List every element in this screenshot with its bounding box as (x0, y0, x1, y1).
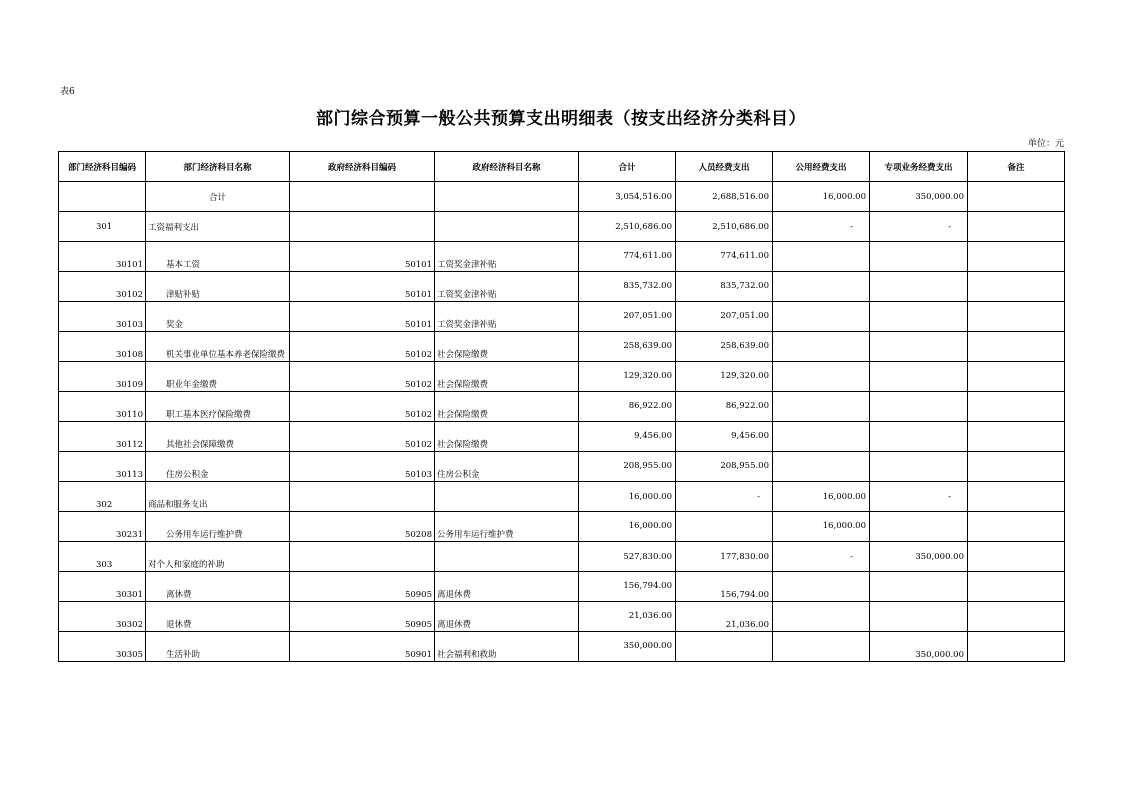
dept-code: 30112 (115, 440, 143, 450)
cell-special (870, 512, 968, 542)
cell-personnel (676, 362, 773, 392)
cell-personnel (676, 392, 773, 422)
header-row (59, 152, 1065, 182)
cell-dept-name (146, 542, 290, 572)
item-row (59, 602, 1065, 632)
cell-remarks (968, 392, 1065, 422)
gov-name: 公务用车运行维护费 (437, 530, 514, 540)
cell-gov-code (290, 632, 435, 662)
amount-special: - (948, 491, 951, 502)
gov-code: 50905 (404, 590, 432, 600)
header-gov-code: 政府经济科目编码 (290, 152, 435, 182)
amount-personnel: 2,510,686.00 (712, 221, 769, 232)
cell-remarks (968, 272, 1065, 302)
amount-personnel: 129,320.00 (720, 371, 769, 381)
table-header (59, 152, 1065, 182)
cell-public (773, 212, 870, 242)
cell-dept-code (59, 332, 146, 362)
cell-public (773, 572, 870, 602)
amount-total: 9,456.00 (634, 431, 672, 441)
cell-public (773, 362, 870, 392)
cell-special (870, 242, 968, 272)
cell-gov-code (290, 332, 435, 362)
total-row (59, 182, 1065, 212)
cell-gov-name (435, 422, 579, 452)
cell-dept-name (146, 452, 290, 482)
cell-dept-name (146, 272, 290, 302)
cell-gov-name (435, 482, 579, 512)
cell-dept-code (59, 632, 146, 662)
total-amount: 3,054,516.00 (615, 191, 672, 202)
amount-total: 21,036.00 (628, 611, 672, 621)
cell-dept-name (146, 422, 290, 452)
cell-personnel (676, 182, 773, 212)
cell-remarks (968, 482, 1065, 512)
cell-total (579, 212, 676, 242)
cell-dept-code (59, 572, 146, 602)
amount-personnel: 177,830.00 (720, 551, 769, 562)
header-total: 合计 (579, 152, 676, 182)
gov-code: 50102 (404, 380, 432, 390)
cell-total (579, 572, 676, 602)
dept-code: 303 (96, 560, 113, 570)
gov-code: 50901 (404, 650, 432, 660)
amount-personnel: - (757, 491, 760, 502)
gov-code: 50103 (404, 470, 432, 480)
amount-total: 527,830.00 (623, 551, 672, 562)
cell-special (870, 422, 968, 452)
item-row (59, 422, 1065, 452)
cell-remarks (968, 422, 1065, 452)
dept-code: 302 (96, 500, 113, 510)
dept-code: 30113 (115, 470, 143, 480)
cell-gov-code (290, 602, 435, 632)
gov-code: 50102 (404, 440, 432, 450)
cell-gov-name (435, 512, 579, 542)
cell-total (579, 272, 676, 302)
total-personnel: 2,688,516.00 (712, 191, 769, 202)
cell-gov-code (290, 242, 435, 272)
amount-public: 16,000.00 (822, 521, 866, 531)
amount-total: 16,000.00 (628, 491, 672, 502)
cell-gov-name (435, 362, 579, 392)
cell-total (579, 482, 676, 512)
cell-dept-name (146, 482, 290, 512)
cell-dept-name (146, 392, 290, 422)
dept-code: 30110 (115, 410, 143, 420)
table-number: 表6 (60, 87, 75, 97)
amount-total: 129,320.00 (623, 371, 672, 381)
category-row (59, 482, 1065, 512)
cell-personnel (676, 302, 773, 332)
cell-gov-name (435, 392, 579, 422)
dept-code: 30108 (115, 350, 143, 360)
cell-dept-name (146, 602, 290, 632)
amount-total: 835,732.00 (623, 281, 672, 291)
gov-name: 工资奖金津补贴 (437, 320, 497, 330)
amount-total: 350,000.00 (623, 641, 672, 651)
dept-name: 商品和服务支出 (148, 500, 208, 510)
cell-remarks (968, 542, 1065, 572)
cell-dept-code (59, 452, 146, 482)
cell-gov-name (435, 602, 579, 632)
cell-public (773, 392, 870, 422)
cell-gov-code (290, 452, 435, 482)
dept-code: 30109 (115, 380, 143, 390)
cell-gov-name (435, 182, 579, 212)
cell-dept-code (59, 422, 146, 452)
total-special: 350,000.00 (915, 191, 964, 202)
item-row (59, 512, 1065, 542)
cell-special (870, 542, 968, 572)
cell-total (579, 362, 676, 392)
dept-name: 退休费 (166, 620, 192, 630)
cell-remarks (968, 332, 1065, 362)
cell-dept-name (146, 302, 290, 332)
cell-remarks (968, 302, 1065, 332)
dept-code: 30302 (115, 620, 143, 630)
dept-name: 工资福利支出 (148, 222, 200, 233)
cell-remarks (968, 512, 1065, 542)
cell-dept-code (59, 512, 146, 542)
cell-dept-code (59, 482, 146, 512)
gov-name: 工资奖金津补贴 (437, 290, 497, 300)
cell-public (773, 182, 870, 212)
gov-code: 50102 (404, 350, 432, 360)
dept-name: 其他社会保障缴费 (166, 440, 235, 450)
amount-personnel: 208,955.00 (720, 461, 769, 471)
cell-personnel (676, 452, 773, 482)
dept-code: 30231 (115, 530, 143, 540)
cell-special (870, 632, 968, 662)
item-row (59, 392, 1065, 422)
dept-code: 30103 (115, 320, 143, 330)
cell-dept-name (146, 632, 290, 662)
cell-public (773, 512, 870, 542)
dept-code: 30305 (115, 650, 143, 660)
header-dept-code: 部门经济科目编码 (59, 152, 146, 182)
gov-code: 50101 (404, 260, 432, 270)
cell-gov-name (435, 632, 579, 662)
amount-personnel: 156,794.00 (720, 590, 769, 600)
item-row (59, 362, 1065, 392)
dept-name: 生活补助 (166, 650, 201, 660)
cell-gov-name (435, 572, 579, 602)
cell-gov-code (290, 512, 435, 542)
amount-total: 86,922.00 (628, 401, 672, 411)
cell-public (773, 272, 870, 302)
dept-name: 公务用车运行维护费 (166, 530, 243, 540)
dept-name: 津贴补贴 (166, 290, 201, 300)
cell-remarks (968, 242, 1065, 272)
cell-personnel (676, 482, 773, 512)
cell-dept-name (146, 212, 290, 242)
gov-code: 50905 (404, 620, 432, 630)
cell-total (579, 632, 676, 662)
gov-name: 社会保险缴费 (437, 440, 489, 450)
cell-dept-name (146, 362, 290, 392)
cell-total (579, 512, 676, 542)
cell-special (870, 602, 968, 632)
cell-total (579, 242, 676, 272)
amount-total: 16,000.00 (628, 521, 672, 531)
dept-name: 奖金 (166, 320, 184, 330)
total-label: 合计 (208, 192, 226, 203)
cell-remarks (968, 182, 1065, 212)
gov-name: 住房公积金 (437, 470, 480, 480)
gov-name: 离退休费 (437, 590, 472, 600)
total-public: 16,000.00 (822, 191, 866, 202)
cell-personnel (676, 542, 773, 572)
cell-dept-code (59, 212, 146, 242)
document-title: 部门综合预算一般公共预算支出明细表（按支出经济分类科目） (316, 109, 806, 129)
cell-gov-name (435, 302, 579, 332)
gov-code: 50102 (404, 410, 432, 420)
gov-code: 50208 (404, 530, 432, 540)
item-row (59, 452, 1065, 482)
cell-total (579, 332, 676, 362)
cell-total (579, 602, 676, 632)
category-row (59, 212, 1065, 242)
unit-label: 单位：元 (1027, 139, 1064, 149)
gov-name: 工资奖金津补贴 (437, 260, 497, 270)
dept-code: 30101 (115, 260, 143, 270)
header-dept-name: 部门经济科目名称 (146, 152, 290, 182)
amount-special: 350,000.00 (915, 650, 964, 660)
cell-gov-code (290, 272, 435, 302)
cell-personnel (676, 212, 773, 242)
cell-public (773, 242, 870, 272)
amount-total: 774,611.00 (623, 251, 672, 261)
cell-public (773, 632, 870, 662)
category-row (59, 542, 1065, 572)
cell-public (773, 302, 870, 332)
cell-gov-code (290, 542, 435, 572)
cell-dept-name (146, 332, 290, 362)
amount-special: 350,000.00 (915, 551, 964, 562)
cell-gov-code (290, 572, 435, 602)
header-gov-name: 政府经济科目名称 (435, 152, 579, 182)
cell-dept-name (146, 242, 290, 272)
dept-name: 基本工资 (166, 260, 201, 270)
cell-gov-code (290, 212, 435, 242)
item-row (59, 572, 1065, 602)
item-row (59, 632, 1065, 662)
cell-personnel (676, 272, 773, 302)
cell-remarks (968, 602, 1065, 632)
gov-name: 社会福利和救助 (437, 650, 497, 660)
cell-special (870, 272, 968, 302)
cell-gov-name (435, 212, 579, 242)
cell-gov-name (435, 332, 579, 362)
cell-special (870, 452, 968, 482)
dept-name: 住房公积金 (166, 470, 209, 480)
item-row (59, 332, 1065, 362)
cell-total (579, 422, 676, 452)
amount-personnel: 86,922.00 (725, 401, 769, 411)
cell-gov-code (290, 392, 435, 422)
header-personnel: 人员经费支出 (676, 152, 773, 182)
cell-special (870, 482, 968, 512)
cell-special (870, 332, 968, 362)
dept-name: 职工基本医疗保险缴费 (166, 410, 252, 420)
cell-remarks (968, 212, 1065, 242)
dept-name: 职业年金缴费 (166, 380, 218, 390)
cell-gov-code (290, 422, 435, 452)
amount-total: 2,510,686.00 (615, 221, 672, 232)
cell-gov-code (290, 302, 435, 332)
cell-gov-code (290, 182, 435, 212)
amount-personnel: 835,732.00 (720, 281, 769, 291)
amount-personnel: 9,456.00 (731, 431, 769, 441)
item-row (59, 272, 1065, 302)
cell-gov-name (435, 542, 579, 572)
cell-public (773, 482, 870, 512)
cell-dept-code (59, 542, 146, 572)
cell-total (579, 452, 676, 482)
cell-total (579, 542, 676, 572)
amount-personnel: 774,611.00 (720, 251, 769, 261)
cell-dept-code (59, 272, 146, 302)
cell-dept-code (59, 302, 146, 332)
cell-dept-name (146, 572, 290, 602)
cell-dept-name (146, 512, 290, 542)
amount-total: 156,794.00 (623, 581, 672, 591)
cell-remarks (968, 572, 1065, 602)
amount-total: 208,955.00 (623, 461, 672, 471)
gov-name: 社会保险缴费 (437, 410, 489, 420)
cell-dept-code (59, 392, 146, 422)
cell-gov-name (435, 452, 579, 482)
item-row (59, 242, 1065, 272)
cell-public (773, 602, 870, 632)
cell-public (773, 452, 870, 482)
cell-remarks (968, 632, 1065, 662)
gov-code: 50101 (404, 290, 432, 300)
cell-special (870, 362, 968, 392)
cell-special (870, 212, 968, 242)
dept-name: 对个人和家庭的补助 (148, 560, 225, 570)
cell-dept-code (59, 362, 146, 392)
table-body (59, 182, 1065, 662)
gov-code: 50101 (404, 320, 432, 330)
gov-name: 社会保险缴费 (437, 350, 489, 360)
cell-special (870, 302, 968, 332)
cell-personnel (676, 242, 773, 272)
cell-personnel (676, 422, 773, 452)
cell-special (870, 392, 968, 422)
cell-dept-code (59, 242, 146, 272)
cell-dept-name (146, 182, 290, 212)
header-public: 公用经费支出 (773, 152, 870, 182)
cell-gov-name (435, 242, 579, 272)
header-special: 专项业务经费支出 (870, 152, 968, 182)
amount-personnel: 21,036.00 (725, 620, 769, 630)
amount-personnel: 207,051.00 (720, 311, 769, 321)
item-row (59, 302, 1065, 332)
cell-gov-name (435, 272, 579, 302)
cell-public (773, 422, 870, 452)
amount-total: 258,639.00 (623, 341, 672, 351)
dept-code: 30301 (115, 590, 143, 600)
cell-remarks (968, 362, 1065, 392)
dept-code: 301 (96, 221, 113, 232)
cell-gov-code (290, 362, 435, 392)
cell-public (773, 542, 870, 572)
dept-name: 机关事业单位基本养老保险缴费 (166, 350, 286, 360)
cell-public (773, 332, 870, 362)
cell-special (870, 572, 968, 602)
header-remarks: 备注 (968, 152, 1065, 182)
amount-public: 16,000.00 (822, 491, 866, 502)
budget-table (58, 151, 1065, 662)
dept-code: 30102 (115, 290, 143, 300)
cell-total (579, 302, 676, 332)
cell-personnel (676, 512, 773, 542)
cell-personnel (676, 572, 773, 602)
gov-name: 离退休费 (437, 620, 472, 630)
amount-public: - (850, 551, 853, 562)
cell-gov-code (290, 482, 435, 512)
cell-special (870, 182, 968, 212)
cell-total (579, 182, 676, 212)
cell-remarks (968, 452, 1065, 482)
amount-public: - (850, 221, 853, 232)
cell-personnel (676, 632, 773, 662)
dept-name: 离休费 (166, 590, 192, 600)
cell-total (579, 392, 676, 422)
cell-dept-code (59, 602, 146, 632)
amount-special: - (948, 221, 951, 232)
amount-total: 207,051.00 (623, 311, 672, 321)
amount-personnel: 258,639.00 (720, 341, 769, 351)
gov-name: 社会保险缴费 (437, 380, 489, 390)
cell-personnel (676, 602, 773, 632)
cell-dept-code (59, 182, 146, 212)
cell-personnel (676, 332, 773, 362)
